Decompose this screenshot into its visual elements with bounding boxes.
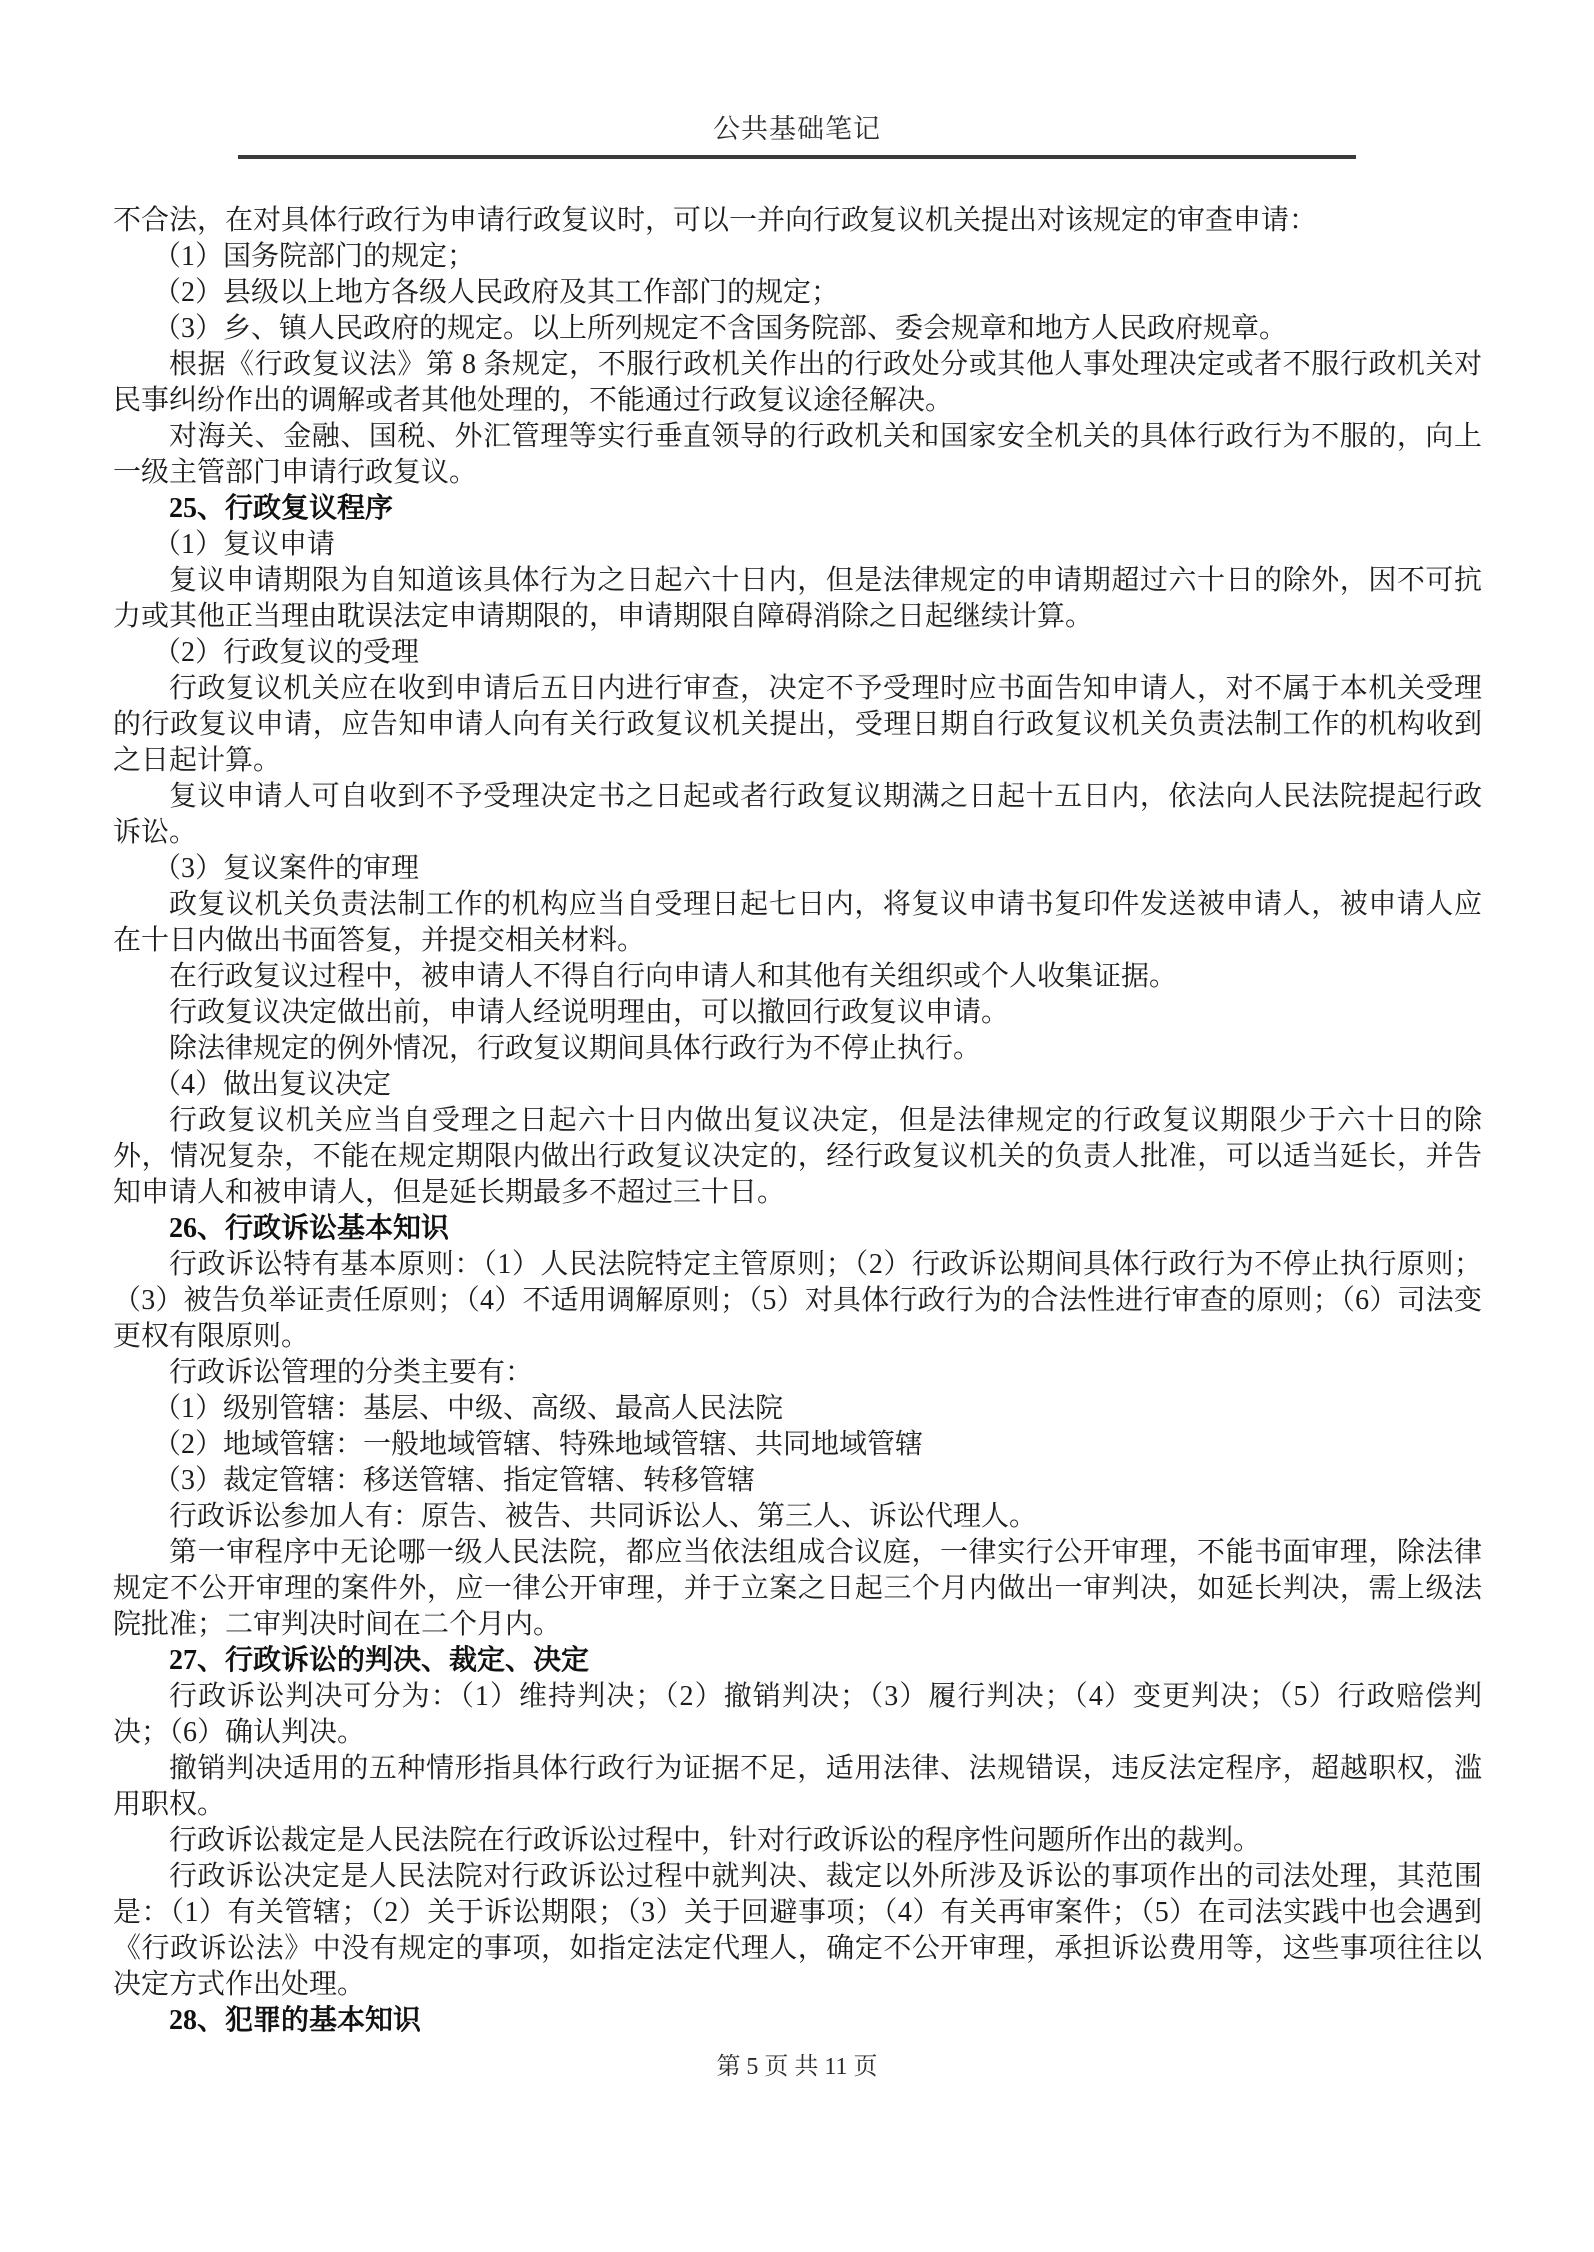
paragraph: 除法律规定的例外情况，行政复议期间具体行政行为不停止执行。 xyxy=(169,1033,982,1064)
paragraph: 政复议机关负责法制工作的机构应当自受理日起七日内，将复议申请书复印件发送被申请人，被申请人应在十日内做出书面答复，并提交相关材料。 xyxy=(113,889,1482,956)
paragraph: 第一审程序中无论哪一级人民法院，都应当依法组成合议庭，一律实行公开审理，不能书面审理，除法律规定不公开审理的案件外，应一律公开审理，并于立案之日起三个月内做出一审判决，如延长判决，需上级法院批准；二审判决时间在二个月内。 xyxy=(113,1537,1482,1640)
list-item: （3）裁定管辖：移送管辖、指定管辖、转移管辖 xyxy=(153,1465,756,1496)
paragraph: 行政诉讼管理的分类主要有： xyxy=(169,1357,534,1388)
list-item: （2）地域管辖：一般地域管辖、特殊地域管辖、共同地域管辖 xyxy=(153,1429,924,1460)
section-heading: 27、行政诉讼的判决、裁定、决定 xyxy=(169,1645,590,1676)
section-heading: 25、行政复议程序 xyxy=(169,493,394,524)
list-item: （3）复议案件的审理 xyxy=(153,853,420,884)
paragraph: 不合法，在对具体行政行为申请行政复议时，可以一并向行政复议机关提出对该规定的审查申请： xyxy=(113,205,1318,236)
paragraph: 对海关、金融、国税、外汇管理等实行垂直领导的行政机关和国家安全机关的具体行政行为不服的，向上一级主管部门申请行政复议。 xyxy=(113,421,1482,488)
paragraph: 撤销判决适用的五种情形指具体行政行为证据不足，适用法律、法规错误，违反法定程序，超越职权，滥用职权。 xyxy=(113,1753,1482,1820)
paragraph: 行政诉讼裁定是人民法院在行政诉讼过程中，针对行政诉讼的程序性问题所作出的裁判。 xyxy=(169,1825,1262,1856)
paragraph: 行政复议机关应在收到申请后五日内进行审查，决定不予受理时应书面告知申请人，对不属于本机关受理的行政复议申请，应告知申请人向有关行政复议机关提出，受理日期自行政复议机关负责法制工作的机构收到之日起计算。 xyxy=(113,673,1482,776)
list-item: （1）国务院部门的规定； xyxy=(153,241,476,272)
section-heading: 26、行政诉讼基本知识 xyxy=(169,1213,450,1244)
page-number: 第 5 页 共 11 页 xyxy=(716,2054,878,2080)
list-item: （4）做出复议决定 xyxy=(153,1069,392,1100)
list-item: （2）县级以上地方各级人民政府及其工作部门的规定； xyxy=(153,277,840,308)
header-title: 公共基础笔记 xyxy=(713,114,881,144)
paragraph: 行政复议决定做出前，申请人经说明理由，可以撤回行政复议申请。 xyxy=(169,997,1010,1028)
header-rule xyxy=(238,155,1356,159)
list-item: （1）复议申请 xyxy=(153,529,336,560)
list-item: （3）乡、镇人民政府的规定。以上所列规定不含国务院部、委会规章和地方人民政府规章。 xyxy=(153,313,1288,344)
paragraph: 行政复议机关应当自受理之日起六十日内做出复议决定，但是法律规定的行政复议期限少于六十日的除外，情况复杂，不能在规定期限内做出行政复议决定的，经行政复议机关的负责人批准，可以适当延长，并告知申请人和被申请人，但是延长期最多不超过三十日。 xyxy=(113,1105,1482,1208)
paragraph: 行政诉讼判决可分为：（1）维持判决；（2）撤销判决；（3）履行判决；（4）变更判决；（5）行政赔偿判决；（6）确认判决。 xyxy=(113,1681,1482,1748)
paragraph: 复议申请期限为自知道该具体行为之日起六十日内，但是法律规定的申请期超过六十日的除外，因不可抗力或其他正当理由耽误法定申请期限的，申请期限自障碍消除之日起继续计算。 xyxy=(113,565,1482,632)
paragraph: 复议申请人可自收到不予受理决定书之日起或者行政复议期满之日起十五日内，依法向人民法院提起行政诉讼。 xyxy=(113,781,1482,848)
section-heading: 28、犯罪的基本知识 xyxy=(169,2005,422,2036)
paragraph: 行政诉讼特有基本原则：（1）人民法院特定主管原则；（2）行政诉讼期间具体行政行为不停止执行原则；（3）被告负举证责任原则；（4）不适用调解原则；（5）对具体行政行为的合法性进行审查的原则；（6）司法变更权有限原则。 xyxy=(113,1249,1482,1352)
document-body xyxy=(113,203,1482,2039)
paragraph: 在行政复议过程中，被申请人不得自行向申请人和其他有关组织或个人收集证据。 xyxy=(169,961,1178,992)
list-item: （2）行政复议的受理 xyxy=(153,637,420,668)
paragraph: 行政诉讼决定是人民法院对行政诉讼过程中就判决、裁定以外所涉及诉讼的事项作出的司法处理，其范围是：（1）有关管辖；（2）关于诉讼期限；（3）关于回避事项；（4）有关再审案件；（5）在司法实践中也会遇到《行政诉讼法》中没有规定的事项，如指定法定代理人，确定不公开审理，承担诉讼费用等，这些事项往往以决定方式作出处理。 xyxy=(113,1861,1482,2000)
paragraph: 根据《行政复议法》第 8 条规定，不服行政机关作出的行政处分或其他人事处理决定或者不服行政机关对民事纠纷作出的调解或者其他处理的，不能通过行政复议途径解决。 xyxy=(113,349,1482,416)
paragraph: 行政诉讼参加人有：原告、被告、共同诉讼人、第三人、诉讼代理人。 xyxy=(169,1501,1038,1532)
list-item: （1）级别管辖：基层、中级、高级、最高人民法院 xyxy=(153,1393,784,1424)
